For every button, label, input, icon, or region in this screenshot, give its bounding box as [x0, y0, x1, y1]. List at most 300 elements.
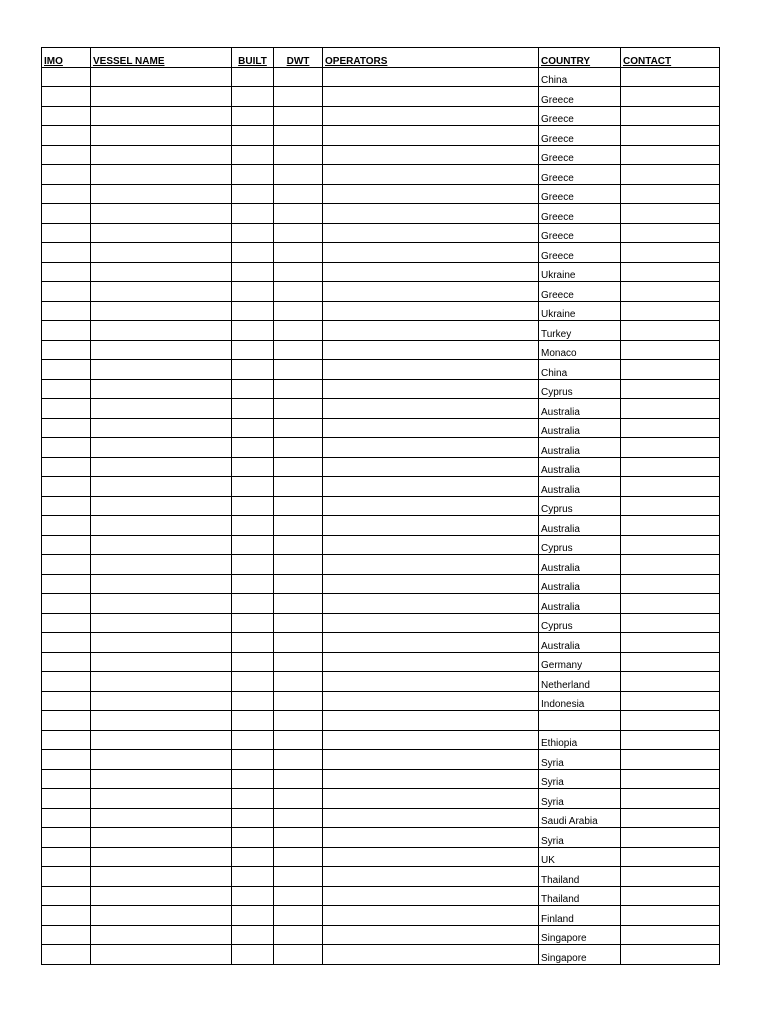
cell-operators[interactable]: [323, 126, 539, 146]
cell-country[interactable]: Singapore: [539, 945, 621, 965]
cell-dwt[interactable]: [274, 847, 323, 867]
cell-vessel[interactable]: [91, 867, 232, 887]
cell-country[interactable]: Australia: [539, 457, 621, 477]
cell-vessel[interactable]: [91, 87, 232, 107]
cell-built[interactable]: [232, 477, 274, 497]
cell-operators[interactable]: [323, 535, 539, 555]
cell-operators[interactable]: [323, 204, 539, 224]
cell-country[interactable]: Greece: [539, 282, 621, 302]
cell-operators[interactable]: [323, 340, 539, 360]
cell-contact[interactable]: [621, 321, 720, 341]
cell-dwt[interactable]: [274, 87, 323, 107]
cell-country[interactable]: Ethiopia: [539, 730, 621, 750]
cell-imo[interactable]: [42, 321, 91, 341]
cell-operators[interactable]: [323, 87, 539, 107]
cell-contact[interactable]: [621, 730, 720, 750]
cell-built[interactable]: [232, 535, 274, 555]
cell-vessel[interactable]: [91, 477, 232, 497]
cell-imo[interactable]: [42, 184, 91, 204]
cell-contact[interactable]: [621, 828, 720, 848]
cell-built[interactable]: [232, 691, 274, 711]
cell-built[interactable]: [232, 87, 274, 107]
cell-country[interactable]: Greece: [539, 223, 621, 243]
cell-contact[interactable]: [621, 87, 720, 107]
cell-operators[interactable]: [323, 145, 539, 165]
cell-contact[interactable]: [621, 672, 720, 692]
cell-country[interactable]: Cyprus: [539, 379, 621, 399]
cell-vessel[interactable]: [91, 418, 232, 438]
cell-operators[interactable]: [323, 847, 539, 867]
cell-country[interactable]: Thailand: [539, 867, 621, 887]
cell-built[interactable]: [232, 184, 274, 204]
cell-operators[interactable]: [323, 594, 539, 614]
cell-dwt[interactable]: [274, 691, 323, 711]
cell-imo[interactable]: [42, 808, 91, 828]
cell-contact[interactable]: [621, 418, 720, 438]
cell-built[interactable]: [232, 204, 274, 224]
cell-dwt[interactable]: [274, 711, 323, 731]
cell-operators[interactable]: [323, 574, 539, 594]
cell-built[interactable]: [232, 399, 274, 419]
cell-country[interactable]: China: [539, 67, 621, 87]
cell-country[interactable]: Cyprus: [539, 496, 621, 516]
cell-contact[interactable]: [621, 750, 720, 770]
cell-built[interactable]: [232, 516, 274, 536]
cell-contact[interactable]: [621, 574, 720, 594]
cell-built[interactable]: [232, 282, 274, 302]
cell-contact[interactable]: [621, 243, 720, 263]
cell-dwt[interactable]: [274, 574, 323, 594]
cell-operators[interactable]: [323, 496, 539, 516]
cell-imo[interactable]: [42, 145, 91, 165]
cell-built[interactable]: [232, 730, 274, 750]
cell-contact[interactable]: [621, 789, 720, 809]
cell-built[interactable]: [232, 945, 274, 965]
cell-operators[interactable]: [323, 730, 539, 750]
cell-vessel[interactable]: [91, 711, 232, 731]
cell-imo[interactable]: [42, 262, 91, 282]
cell-dwt[interactable]: [274, 301, 323, 321]
cell-country[interactable]: UK: [539, 847, 621, 867]
cell-contact[interactable]: [621, 613, 720, 633]
cell-imo[interactable]: [42, 418, 91, 438]
cell-built[interactable]: [232, 321, 274, 341]
cell-country[interactable]: Greece: [539, 184, 621, 204]
cell-contact[interactable]: [621, 282, 720, 302]
cell-operators[interactable]: [323, 808, 539, 828]
cell-dwt[interactable]: [274, 750, 323, 770]
cell-country[interactable]: Greece: [539, 106, 621, 126]
cell-vessel[interactable]: [91, 126, 232, 146]
cell-operators[interactable]: [323, 691, 539, 711]
cell-dwt[interactable]: [274, 457, 323, 477]
cell-country[interactable]: China: [539, 360, 621, 380]
cell-imo[interactable]: [42, 399, 91, 419]
cell-imo[interactable]: [42, 672, 91, 692]
cell-operators[interactable]: [323, 613, 539, 633]
cell-built[interactable]: [232, 711, 274, 731]
cell-contact[interactable]: [621, 67, 720, 87]
cell-built[interactable]: [232, 555, 274, 575]
cell-operators[interactable]: [323, 379, 539, 399]
cell-vessel[interactable]: [91, 457, 232, 477]
cell-imo[interactable]: [42, 126, 91, 146]
cell-country[interactable]: Ukraine: [539, 262, 621, 282]
cell-dwt[interactable]: [274, 613, 323, 633]
cell-imo[interactable]: [42, 867, 91, 887]
cell-dwt[interactable]: [274, 769, 323, 789]
cell-vessel[interactable]: [91, 808, 232, 828]
cell-contact[interactable]: [621, 808, 720, 828]
cell-contact[interactable]: [621, 535, 720, 555]
cell-vessel[interactable]: [91, 691, 232, 711]
cell-contact[interactable]: [621, 691, 720, 711]
cell-country[interactable]: [539, 711, 621, 731]
cell-vessel[interactable]: [91, 925, 232, 945]
cell-built[interactable]: [232, 243, 274, 263]
cell-imo[interactable]: [42, 360, 91, 380]
cell-built[interactable]: [232, 769, 274, 789]
cell-imo[interactable]: [42, 535, 91, 555]
cell-built[interactable]: [232, 379, 274, 399]
cell-vessel[interactable]: [91, 652, 232, 672]
cell-vessel[interactable]: [91, 379, 232, 399]
cell-built[interactable]: [232, 886, 274, 906]
cell-vessel[interactable]: [91, 847, 232, 867]
cell-contact[interactable]: [621, 106, 720, 126]
cell-dwt[interactable]: [274, 282, 323, 302]
cell-dwt[interactable]: [274, 477, 323, 497]
cell-contact[interactable]: [621, 340, 720, 360]
cell-dwt[interactable]: [274, 438, 323, 458]
cell-vessel[interactable]: [91, 145, 232, 165]
cell-built[interactable]: [232, 438, 274, 458]
cell-country[interactable]: Australia: [539, 574, 621, 594]
cell-vessel[interactable]: [91, 496, 232, 516]
cell-dwt[interactable]: [274, 789, 323, 809]
cell-operators[interactable]: [323, 457, 539, 477]
cell-operators[interactable]: [323, 418, 539, 438]
cell-operators[interactable]: [323, 906, 539, 926]
cell-operators[interactable]: [323, 282, 539, 302]
cell-dwt[interactable]: [274, 496, 323, 516]
cell-dwt[interactable]: [274, 516, 323, 536]
cell-built[interactable]: [232, 145, 274, 165]
cell-built[interactable]: [232, 106, 274, 126]
cell-imo[interactable]: [42, 574, 91, 594]
cell-operators[interactable]: [323, 360, 539, 380]
cell-operators[interactable]: [323, 243, 539, 263]
cell-vessel[interactable]: [91, 769, 232, 789]
cell-built[interactable]: [232, 672, 274, 692]
cell-vessel[interactable]: [91, 204, 232, 224]
cell-imo[interactable]: [42, 204, 91, 224]
cell-imo[interactable]: [42, 477, 91, 497]
cell-operators[interactable]: [323, 886, 539, 906]
cell-contact[interactable]: [621, 847, 720, 867]
cell-vessel[interactable]: [91, 340, 232, 360]
cell-built[interactable]: [232, 594, 274, 614]
cell-country[interactable]: Cyprus: [539, 613, 621, 633]
cell-operators[interactable]: [323, 789, 539, 809]
cell-vessel[interactable]: [91, 574, 232, 594]
cell-imo[interactable]: [42, 945, 91, 965]
cell-imo[interactable]: [42, 106, 91, 126]
cell-vessel[interactable]: [91, 633, 232, 653]
cell-contact[interactable]: [621, 516, 720, 536]
cell-vessel[interactable]: [91, 945, 232, 965]
cell-country[interactable]: Australia: [539, 594, 621, 614]
cell-country[interactable]: Australia: [539, 418, 621, 438]
cell-dwt[interactable]: [274, 243, 323, 263]
cell-country[interactable]: Greece: [539, 87, 621, 107]
cell-built[interactable]: [232, 340, 274, 360]
cell-country[interactable]: Greece: [539, 145, 621, 165]
cell-operators[interactable]: [323, 867, 539, 887]
cell-built[interactable]: [232, 613, 274, 633]
cell-dwt[interactable]: [274, 223, 323, 243]
cell-built[interactable]: [232, 906, 274, 926]
cell-contact[interactable]: [621, 633, 720, 653]
cell-contact[interactable]: [621, 769, 720, 789]
cell-vessel[interactable]: [91, 750, 232, 770]
cell-vessel[interactable]: [91, 301, 232, 321]
cell-contact[interactable]: [621, 457, 720, 477]
cell-country[interactable]: Cyprus: [539, 535, 621, 555]
cell-dwt[interactable]: [274, 925, 323, 945]
cell-dwt[interactable]: [274, 360, 323, 380]
cell-country[interactable]: Greece: [539, 243, 621, 263]
cell-operators[interactable]: [323, 477, 539, 497]
cell-operators[interactable]: [323, 828, 539, 848]
cell-built[interactable]: [232, 828, 274, 848]
cell-dwt[interactable]: [274, 555, 323, 575]
cell-dwt[interactable]: [274, 262, 323, 282]
cell-dwt[interactable]: [274, 906, 323, 926]
cell-built[interactable]: [232, 652, 274, 672]
cell-country[interactable]: Thailand: [539, 886, 621, 906]
cell-vessel[interactable]: [91, 399, 232, 419]
cell-imo[interactable]: [42, 730, 91, 750]
cell-dwt[interactable]: [274, 808, 323, 828]
cell-built[interactable]: [232, 925, 274, 945]
cell-built[interactable]: [232, 789, 274, 809]
cell-contact[interactable]: [621, 925, 720, 945]
cell-contact[interactable]: [621, 945, 720, 965]
cell-country[interactable]: Syria: [539, 769, 621, 789]
cell-dwt[interactable]: [274, 126, 323, 146]
cell-dwt[interactable]: [274, 672, 323, 692]
cell-operators[interactable]: [323, 438, 539, 458]
cell-contact[interactable]: [621, 223, 720, 243]
cell-vessel[interactable]: [91, 282, 232, 302]
cell-imo[interactable]: [42, 886, 91, 906]
cell-vessel[interactable]: [91, 360, 232, 380]
cell-contact[interactable]: [621, 477, 720, 497]
cell-contact[interactable]: [621, 126, 720, 146]
cell-country[interactable]: Turkey: [539, 321, 621, 341]
cell-imo[interactable]: [42, 847, 91, 867]
cell-imo[interactable]: [42, 379, 91, 399]
cell-built[interactable]: [232, 223, 274, 243]
cell-contact[interactable]: [621, 145, 720, 165]
cell-built[interactable]: [232, 457, 274, 477]
cell-vessel[interactable]: [91, 67, 232, 87]
cell-imo[interactable]: [42, 243, 91, 263]
cell-imo[interactable]: [42, 750, 91, 770]
cell-operators[interactable]: [323, 223, 539, 243]
cell-operators[interactable]: [323, 672, 539, 692]
cell-built[interactable]: [232, 360, 274, 380]
cell-operators[interactable]: [323, 633, 539, 653]
cell-dwt[interactable]: [274, 418, 323, 438]
cell-imo[interactable]: [42, 769, 91, 789]
cell-vessel[interactable]: [91, 886, 232, 906]
cell-imo[interactable]: [42, 925, 91, 945]
cell-imo[interactable]: [42, 691, 91, 711]
cell-imo[interactable]: [42, 87, 91, 107]
cell-vessel[interactable]: [91, 789, 232, 809]
cell-imo[interactable]: [42, 67, 91, 87]
cell-operators[interactable]: [323, 516, 539, 536]
cell-imo[interactable]: [42, 223, 91, 243]
cell-operators[interactable]: [323, 711, 539, 731]
cell-dwt[interactable]: [274, 652, 323, 672]
cell-contact[interactable]: [621, 711, 720, 731]
cell-country[interactable]: Syria: [539, 750, 621, 770]
cell-contact[interactable]: [621, 165, 720, 185]
cell-contact[interactable]: [621, 379, 720, 399]
cell-built[interactable]: [232, 847, 274, 867]
cell-vessel[interactable]: [91, 906, 232, 926]
cell-country[interactable]: Monaco: [539, 340, 621, 360]
cell-operators[interactable]: [323, 106, 539, 126]
cell-country[interactable]: Greece: [539, 204, 621, 224]
cell-built[interactable]: [232, 633, 274, 653]
cell-vessel[interactable]: [91, 613, 232, 633]
cell-country[interactable]: Australia: [539, 399, 621, 419]
cell-operators[interactable]: [323, 555, 539, 575]
cell-country[interactable]: Syria: [539, 789, 621, 809]
cell-built[interactable]: [232, 165, 274, 185]
cell-imo[interactable]: [42, 652, 91, 672]
cell-built[interactable]: [232, 867, 274, 887]
cell-operators[interactable]: [323, 399, 539, 419]
cell-vessel[interactable]: [91, 535, 232, 555]
cell-built[interactable]: [232, 750, 274, 770]
cell-built[interactable]: [232, 574, 274, 594]
cell-operators[interactable]: [323, 165, 539, 185]
cell-operators[interactable]: [323, 262, 539, 282]
cell-contact[interactable]: [621, 594, 720, 614]
cell-imo[interactable]: [42, 301, 91, 321]
cell-country[interactable]: Singapore: [539, 925, 621, 945]
cell-operators[interactable]: [323, 945, 539, 965]
cell-contact[interactable]: [621, 496, 720, 516]
cell-operators[interactable]: [323, 769, 539, 789]
cell-contact[interactable]: [621, 555, 720, 575]
cell-dwt[interactable]: [274, 379, 323, 399]
cell-imo[interactable]: [42, 906, 91, 926]
cell-vessel[interactable]: [91, 730, 232, 750]
cell-imo[interactable]: [42, 340, 91, 360]
cell-built[interactable]: [232, 262, 274, 282]
cell-contact[interactable]: [621, 262, 720, 282]
cell-imo[interactable]: [42, 789, 91, 809]
cell-built[interactable]: [232, 496, 274, 516]
cell-dwt[interactable]: [274, 828, 323, 848]
cell-dwt[interactable]: [274, 633, 323, 653]
cell-country[interactable]: Australia: [539, 477, 621, 497]
cell-country[interactable]: Syria: [539, 828, 621, 848]
cell-vessel[interactable]: [91, 243, 232, 263]
cell-built[interactable]: [232, 301, 274, 321]
cell-imo[interactable]: [42, 438, 91, 458]
cell-vessel[interactable]: [91, 555, 232, 575]
cell-vessel[interactable]: [91, 184, 232, 204]
cell-imo[interactable]: [42, 633, 91, 653]
cell-dwt[interactable]: [274, 321, 323, 341]
cell-country[interactable]: Greece: [539, 165, 621, 185]
cell-country[interactable]: Saudi Arabia: [539, 808, 621, 828]
cell-contact[interactable]: [621, 360, 720, 380]
cell-operators[interactable]: [323, 184, 539, 204]
cell-vessel[interactable]: [91, 223, 232, 243]
cell-dwt[interactable]: [274, 730, 323, 750]
cell-country[interactable]: Australia: [539, 633, 621, 653]
cell-country[interactable]: Ukraine: [539, 301, 621, 321]
cell-operators[interactable]: [323, 321, 539, 341]
cell-dwt[interactable]: [274, 165, 323, 185]
cell-country[interactable]: Finland: [539, 906, 621, 926]
cell-imo[interactable]: [42, 711, 91, 731]
cell-operators[interactable]: [323, 301, 539, 321]
cell-contact[interactable]: [621, 438, 720, 458]
cell-dwt[interactable]: [274, 106, 323, 126]
cell-dwt[interactable]: [274, 867, 323, 887]
cell-operators[interactable]: [323, 67, 539, 87]
cell-imo[interactable]: [42, 613, 91, 633]
cell-dwt[interactable]: [274, 945, 323, 965]
cell-operators[interactable]: [323, 750, 539, 770]
cell-country[interactable]: Greece: [539, 126, 621, 146]
cell-vessel[interactable]: [91, 106, 232, 126]
cell-country[interactable]: Australia: [539, 438, 621, 458]
cell-vessel[interactable]: [91, 516, 232, 536]
cell-built[interactable]: [232, 67, 274, 87]
cell-dwt[interactable]: [274, 399, 323, 419]
cell-dwt[interactable]: [274, 67, 323, 87]
cell-vessel[interactable]: [91, 672, 232, 692]
cell-country[interactable]: Australia: [539, 555, 621, 575]
cell-built[interactable]: [232, 126, 274, 146]
cell-contact[interactable]: [621, 301, 720, 321]
cell-country[interactable]: Netherland: [539, 672, 621, 692]
cell-vessel[interactable]: [91, 321, 232, 341]
cell-imo[interactable]: [42, 516, 91, 536]
cell-operators[interactable]: [323, 652, 539, 672]
cell-vessel[interactable]: [91, 594, 232, 614]
cell-imo[interactable]: [42, 457, 91, 477]
cell-imo[interactable]: [42, 282, 91, 302]
cell-operators[interactable]: [323, 925, 539, 945]
cell-dwt[interactable]: [274, 535, 323, 555]
cell-contact[interactable]: [621, 184, 720, 204]
cell-country[interactable]: Germany: [539, 652, 621, 672]
cell-dwt[interactable]: [274, 184, 323, 204]
cell-vessel[interactable]: [91, 165, 232, 185]
cell-vessel[interactable]: [91, 828, 232, 848]
